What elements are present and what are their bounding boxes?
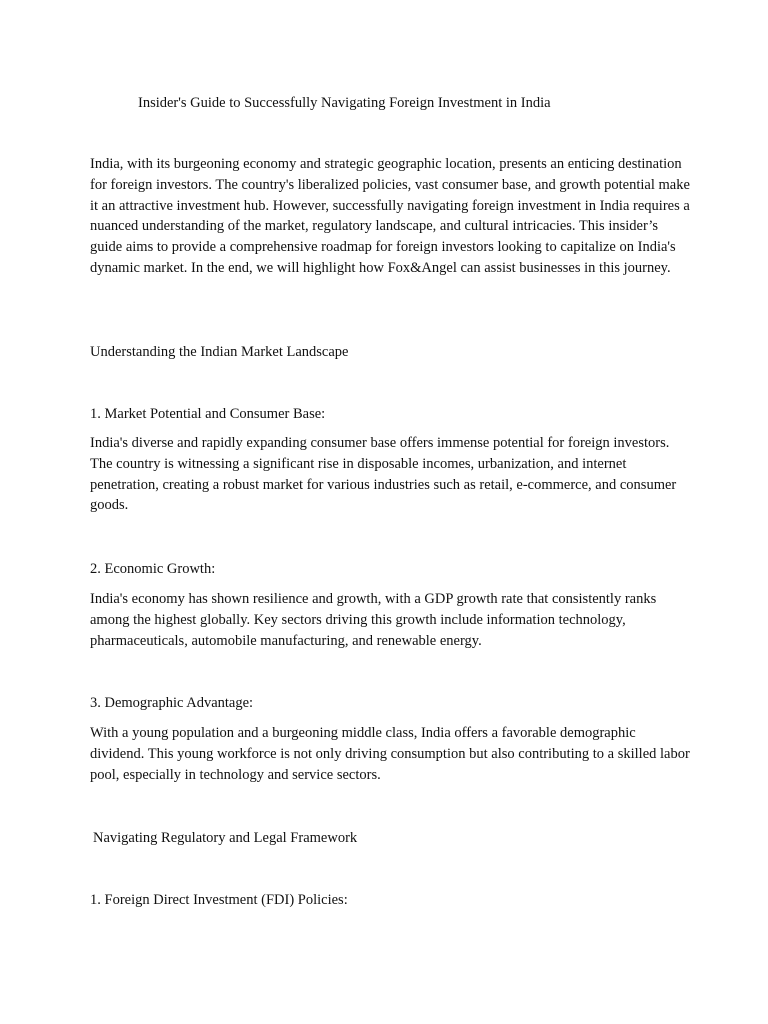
section-heading-regulatory-framework: Navigating Regulatory and Legal Framework: [93, 830, 358, 846]
subheading-fdi-policies: 1. Foreign Direct Investment (FDI) Policies:: [90, 892, 348, 908]
paragraph-market-potential: India's diverse and rapidly expanding consumer base offers immense potential for foreign investors. The country is witnessing a significant rise in disposable incomes, urbanization, and internet penetration, creating a robust market for various industries such as retail, e-commerce, and consumer goods.: [90, 435, 677, 514]
paragraph-economic-growth: India's economy has shown resilience and growth, with a GDP growth rate that consistently ranks among the highest globally. Key sectors driving this growth include information technology, pharmaceuticals, automobile manufacturing, and renewable energy.: [90, 591, 657, 649]
subheading-demographic-advantage: 3. Demographic Advantage:: [90, 695, 254, 711]
intro-paragraph: India, with its burgeoning economy and strategic geographic location, presents an enticing destination for foreign investors. The country's liberalized policies, vast consumer base, and growth potential make it an attractive investment hub. However, successfully navigating foreign investment in India requires a nuanced understanding of the market, regulatory landscape, and cultural intricacies. This insider’s guide aims to provide a comprehensive roadmap for foreign investors looking to capitalize on India's dynamic market. In the end, we will highlight how Fox&Angel can assist businesses in this journey.: [90, 156, 690, 276]
paragraph-demographic-advantage: With a young population and a burgeoning middle class, India offers a favorable demographic dividend. This young workforce is not only driving consumption but also contributing to a skilled labor pool, especially in technology and service sectors.: [90, 725, 690, 783]
subheading-economic-growth: 2. Economic Growth:: [90, 561, 216, 577]
subheading-market-potential: 1. Market Potential and Consumer Base:: [90, 406, 326, 422]
section-heading-market-landscape: Understanding the Indian Market Landscape: [90, 344, 349, 360]
document-title: Insider's Guide to Successfully Navigating Foreign Investment in India: [138, 95, 551, 111]
